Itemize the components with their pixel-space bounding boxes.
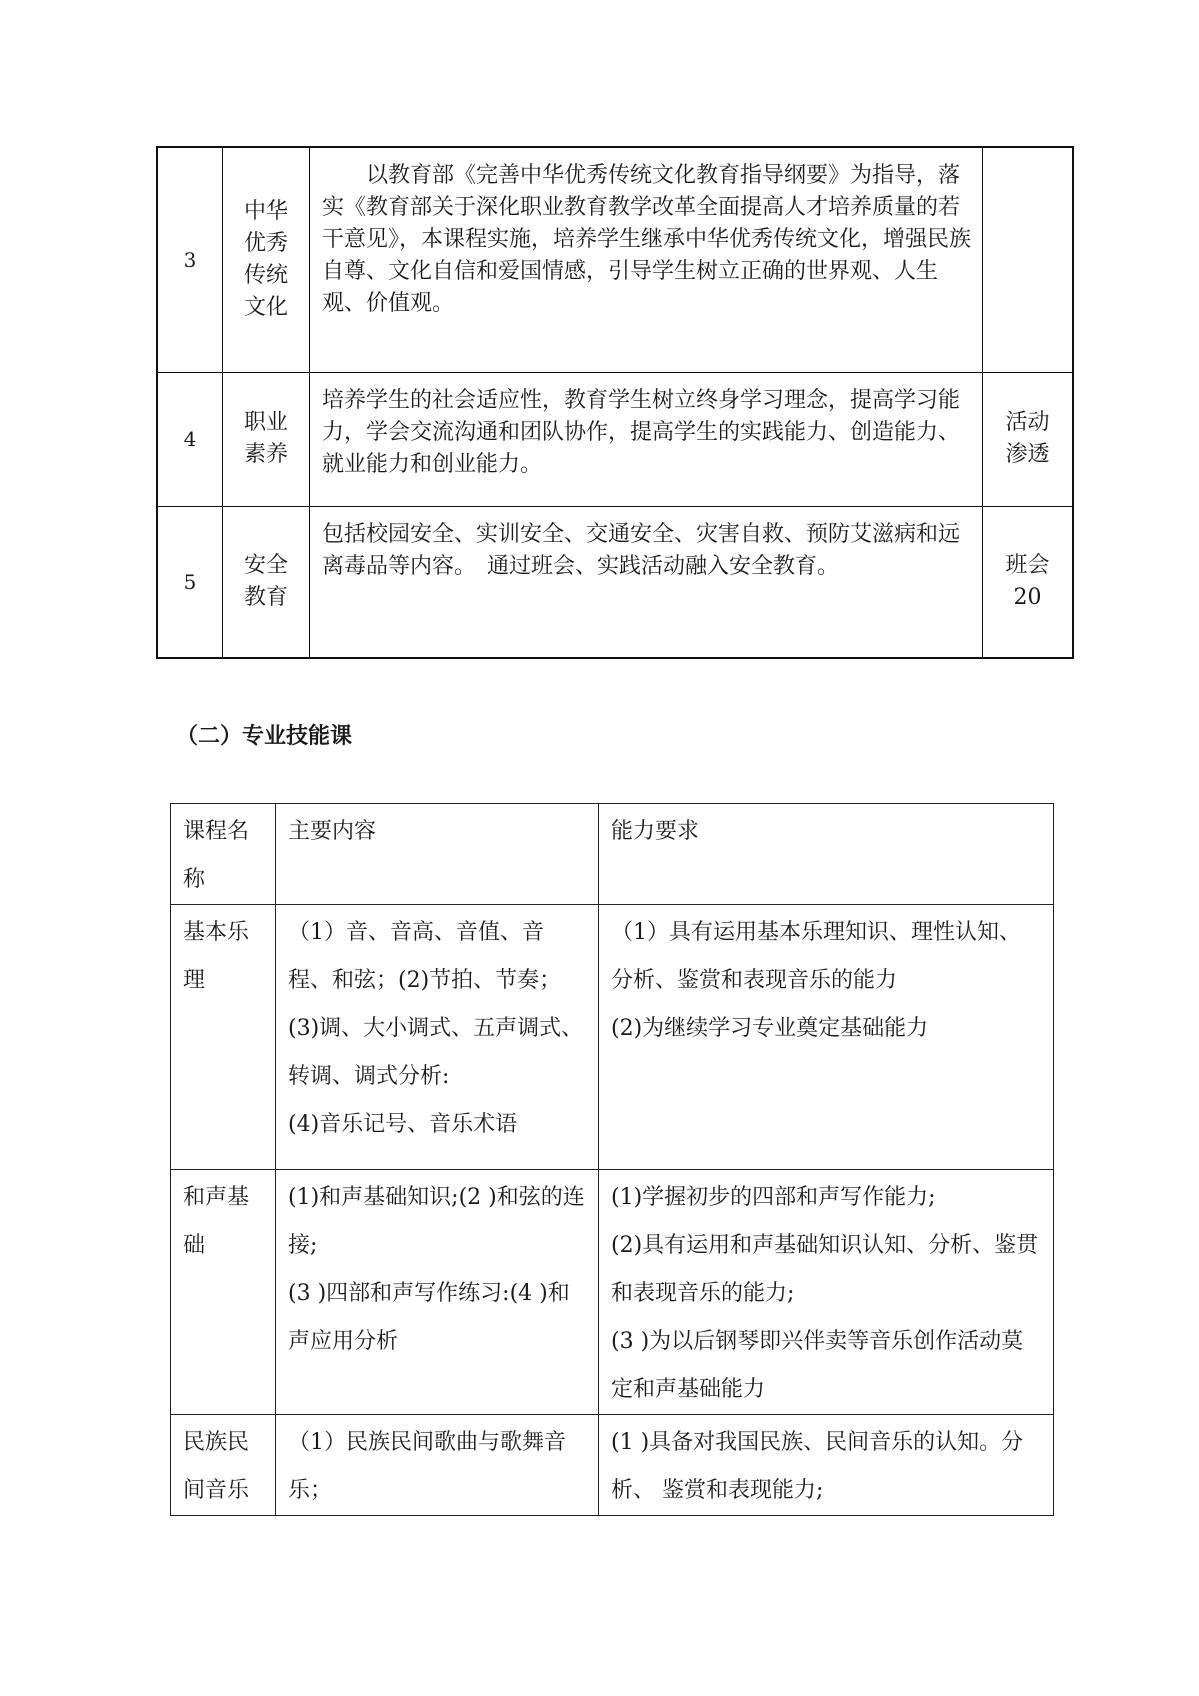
course-note-line: 活动 — [1005, 410, 1050, 435]
course-name-line: 教育 — [243, 584, 288, 610]
course-name: 和声基础 — [171, 1170, 276, 1415]
course-note — [983, 147, 1074, 372]
course-ability — [599, 1170, 1054, 1415]
course-name — [223, 372, 310, 506]
course-ability — [599, 1415, 1054, 1516]
header-main-content: 主要内容 — [276, 804, 599, 905]
ability-line: (1)学握初步的四部和声写作能力; — [611, 1185, 936, 1210]
header-ability: 能力要求 — [599, 804, 1054, 905]
header-course-name: 课程名称 — [171, 804, 276, 905]
table-row — [157, 372, 1073, 506]
content-line: (3 )四部和声写作练习:(4 )和声应用分析 — [288, 1281, 570, 1354]
course-note-line: 班会 — [1005, 552, 1050, 578]
table-row — [171, 1415, 1054, 1516]
course-name-line: 优秀 — [243, 230, 288, 256]
course-content — [276, 1415, 599, 1516]
row-number: 5 — [157, 506, 223, 658]
content-line: (4)音乐记号、音乐术语 — [288, 1112, 518, 1137]
table-row — [171, 905, 1054, 1170]
course-name-line: 传统 — [243, 262, 288, 288]
course-name — [223, 506, 310, 658]
content-line: (1)和声基础知识;(2 )和弦的连接; — [288, 1185, 585, 1258]
ability-line: (1 )具备对我国民族、民间音乐的认知。分析、 鉴赏和表现能力; — [611, 1430, 1024, 1503]
table-header-row — [171, 804, 1054, 905]
ability-line: (3 )为以后钢琴即兴伴卖等音乐创作活动莫定和声基础能力 — [611, 1329, 1024, 1402]
general-course-table — [156, 146, 1074, 659]
course-name-line: 安全 — [243, 552, 288, 578]
course-name-line: 素养 — [243, 442, 288, 467]
course-content: 包括校园安全、实训安全、交通安全、灾害自救、预防艾滋病和远离毒品等内容。 通过班会、实践活动融入安全教育。 — [310, 506, 983, 658]
skill-course-table — [170, 803, 1054, 1516]
course-note — [983, 506, 1074, 658]
course-content — [276, 905, 599, 1170]
table-row — [171, 1170, 1054, 1415]
ability-line: (2)具有运用和声基础知识认知、分析、鉴贯和表现音乐的能力; — [611, 1233, 1039, 1306]
course-name-line: 中华 — [243, 198, 288, 224]
course-content — [276, 1170, 599, 1415]
course-name: 基本乐理 — [171, 905, 276, 1170]
content-line: （1）音、音高、音值、音程、和弦；(2)节拍、节奏； — [288, 920, 562, 993]
course-note-line: 20 — [1013, 584, 1042, 610]
course-name-line: 文化 — [243, 294, 288, 320]
course-note-line: 渗透 — [1005, 442, 1050, 467]
row-number: 3 — [157, 147, 223, 372]
content-line: （1）民族民间歌曲与歌舞音乐； — [288, 1430, 566, 1503]
section-heading: （二）专业技能课 — [176, 724, 353, 749]
content-line: (3)调、大小调式、五声调式、转调、调式分析: — [288, 1016, 584, 1089]
course-content: 以教育部《完善中华优秀传统文化教育指导纲要》为指导，落实《教育部关于深化职业教育教学改革全面提高人才培养质量的若干意见》，本课程实施，培养学生继承中华优秀传统文化，增强民族自尊、文化自信和爱国情感，引导学生树立正确的世界观、人生观、价值观。 — [310, 147, 983, 372]
course-name-line: 职业 — [243, 410, 288, 435]
course-ability — [599, 905, 1054, 1170]
course-name — [223, 147, 310, 372]
course-note — [983, 372, 1074, 506]
row-number: 4 — [157, 372, 223, 506]
table-row — [157, 506, 1073, 658]
ability-line: (2)为继续学习专业奠定基础能力 — [611, 1016, 929, 1041]
course-name: 民族民间音乐 — [171, 1415, 276, 1516]
table-row — [157, 147, 1073, 372]
ability-line: （1）具有运用基本乐理知识、理性认知、分析、鉴赏和表现音乐的能力 — [611, 920, 1021, 993]
course-content: 培养学生的社会适应性，教育学生树立终身学习理念，提高学习能力，学会交流沟通和团队协作，提高学生的实践能力、创造能力、就业能力和创业能力。 — [310, 372, 983, 506]
